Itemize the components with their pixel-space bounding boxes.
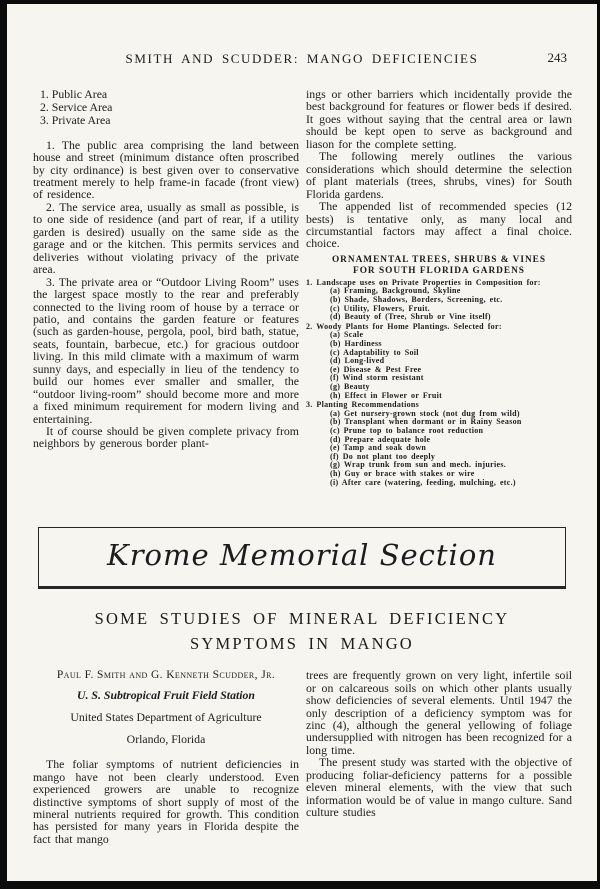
article1-left-column bbox=[33, 88, 299, 487]
authors-line: Paul F. Smith and G. Kenneth Scudder, Jr. bbox=[56, 669, 276, 682]
list-heading-line1: ORNAMENTAL TREES, SHRUBS & VINES bbox=[331, 254, 547, 265]
outline-subitem: (g) Wrap trunk from sun and mech. injuries. bbox=[330, 460, 507, 470]
outline-group-woody-plants bbox=[306, 323, 572, 400]
outline-subitem: (a) Framing, Background, Skyline bbox=[330, 286, 461, 296]
page-number: 243 bbox=[547, 50, 567, 65]
outline-subitem: (h) Guy or brace with stakes or wire bbox=[330, 468, 475, 478]
article2-title bbox=[7, 606, 597, 656]
outline-subitem: (i) After care (watering, feeding, mulching, etc.) bbox=[330, 477, 516, 487]
outline-subitem: (c) Prune top to balance root reduction bbox=[330, 425, 484, 435]
article2-title-line2: SYMPTOMS IN MANGO bbox=[190, 634, 414, 654]
outline-subitem: (b) Shade, Shadows, Borders, Screening, etc. bbox=[330, 295, 503, 305]
paragraph-appended-list: The appended list of recommended species (12 bests) is tentative only, as many local and circumstantial factors may affect a final choice. choice. bbox=[306, 199, 572, 251]
paragraph-private-area: 3. The private area or “Outdoor Living Room” uses the largest space mostly to the rear and preferably connected to the living room of house by a terrace or patio, and contains the garden feature or features (such as garden-house, pergola, pool, bird bath, statue, seats, fountain, barbecue, etc.) for gracious outdoor living. In this mild climate with a maximum of warm sunny days, and especially in lieu of the tendency to build our homes ever smaller and smaller, the “outdoor living-room” should become more and more a fixed minimum requirement for modern living and entertaining. bbox=[33, 274, 299, 426]
outline-subitem: (a) Get nursery-grown stock (not dug from wild) bbox=[330, 408, 520, 418]
outline-subitem: (c) Utility, Flowers, Fruit. bbox=[330, 303, 430, 313]
paragraph-barriers: ings or other barriers which incidentally provide the best background for features or flower beds if desired. It goes without saying that the central area or lawn should be kept open to serve as background and liason for the complete setting. bbox=[306, 87, 572, 151]
outline-group-landscape bbox=[306, 279, 572, 322]
article2-left-column bbox=[33, 669, 299, 845]
affiliation-station: U. S. Subtropical Fruit Field Station bbox=[77, 688, 255, 703]
article1-right-column bbox=[306, 88, 572, 487]
outline-subitem: (d) Long-lived bbox=[330, 356, 385, 366]
outline-subitem: (e) Tamp and soak down bbox=[330, 443, 427, 453]
affiliation-department: United States Department of Agriculture bbox=[70, 710, 262, 725]
outline-subitem: (d) Beauty of (Tree, Shrub or Vine itself) bbox=[330, 312, 491, 322]
paragraph-outlines: The following merely outlines the various considerations which should determine the selection of plant materials (trees, shrubs, vines) for South Florida gardens. bbox=[306, 149, 572, 201]
paragraph-privacy: It of course should be given complete privacy from neighbors by generous border plant- bbox=[33, 424, 299, 451]
paragraph-present-study: The present study was started with the objective of producing foliar-deficiency patterns for a possible eleven mineral elements, with the view that such information would be of value in mango culture. Sand culture studies bbox=[306, 755, 572, 820]
page bbox=[7, 4, 597, 881]
outline-label: 3. Planting Recommendations bbox=[306, 400, 420, 410]
article1-columns bbox=[7, 88, 597, 487]
outline-subitem: (g) Beauty bbox=[330, 382, 370, 392]
outline-subitem: (f) Do not plant too deeply bbox=[330, 451, 436, 461]
list-heading-line2: FOR SOUTH FLORIDA GARDENS bbox=[353, 265, 525, 276]
outline-label: 2. Woody Plants for Home Plantings. Selected for: bbox=[306, 321, 502, 331]
outline-group-planting bbox=[306, 401, 572, 487]
outline-subitem: (f) Wind storm resistant bbox=[330, 373, 424, 383]
article2-right-column bbox=[306, 669, 572, 845]
outline-subitem: (e) Disease & Pest Free bbox=[330, 364, 422, 374]
outline-label: 1. Landscape uses on Private Properties in Composition for: bbox=[306, 277, 541, 287]
paragraph-service-area: 2. The service area, usually as small as possible, is to one side of residence (and part of rear, if a utility garden is desired) usually on the same side as the garage and or the kitchen. This permits services and deliveries without violating privacy of the private area. bbox=[33, 199, 299, 277]
outline-subitem: (b) Transplant when dormant or in Rainy Season bbox=[330, 417, 522, 427]
running-head: SMITH AND SCUDDER: MANGO DEFICIENCIES bbox=[125, 51, 479, 66]
affiliation-location: Orlando, Florida bbox=[126, 732, 206, 747]
area-list bbox=[33, 88, 299, 128]
list-item: 2. Service Area bbox=[40, 100, 113, 115]
running-head-row bbox=[7, 50, 597, 68]
outline-subitem: (b) Hardiness bbox=[330, 339, 382, 349]
outline-subitem: (a) Scale bbox=[330, 330, 364, 340]
paragraph-foliar-symptoms: The foliar symptoms of nutrient deficiencies in mango have not been clearly understood. Even experienced growers are unable to recognize distinctive symptoms of short supply of most of the mineral nutrients required for growth. This condition has persisted for many years in Florida despite the fact that mango bbox=[33, 757, 299, 846]
article2-columns bbox=[7, 669, 597, 845]
paragraph-public-area: 1. The public area comprising the land between house and street (minimum distance often proscribed by city ordinance) is best given over to conservative treatment merely to help frame-in facade (front view) of residence. bbox=[33, 137, 299, 202]
section-banner-box bbox=[38, 527, 566, 589]
garden-outline bbox=[306, 279, 572, 487]
outline-subitem: (c) Adaptability to Soil bbox=[330, 347, 419, 357]
section-banner-title: Krome Memorial Section bbox=[107, 538, 497, 573]
list-item: 3. Private Area bbox=[40, 113, 111, 128]
paragraph-soils: trees are frequently grown on very light, infertile soil or on calcareous soils on which other plants usually show deficiencies of several elements. Until 1947 the only description of a deficiency symptom was for zinc (4), although the general yellowing of foliage undersupplied with nitrogen has been recognized for a long time. bbox=[306, 668, 572, 757]
outline-subitem: (d) Prepare adequate hole bbox=[330, 434, 431, 444]
outline-subitem: (h) Effect in Flower or Fruit bbox=[330, 390, 443, 400]
article2-title-line1: SOME STUDIES OF MINERAL DEFICIENCY bbox=[94, 609, 510, 629]
list-item: 1. Public Area bbox=[40, 87, 108, 101]
